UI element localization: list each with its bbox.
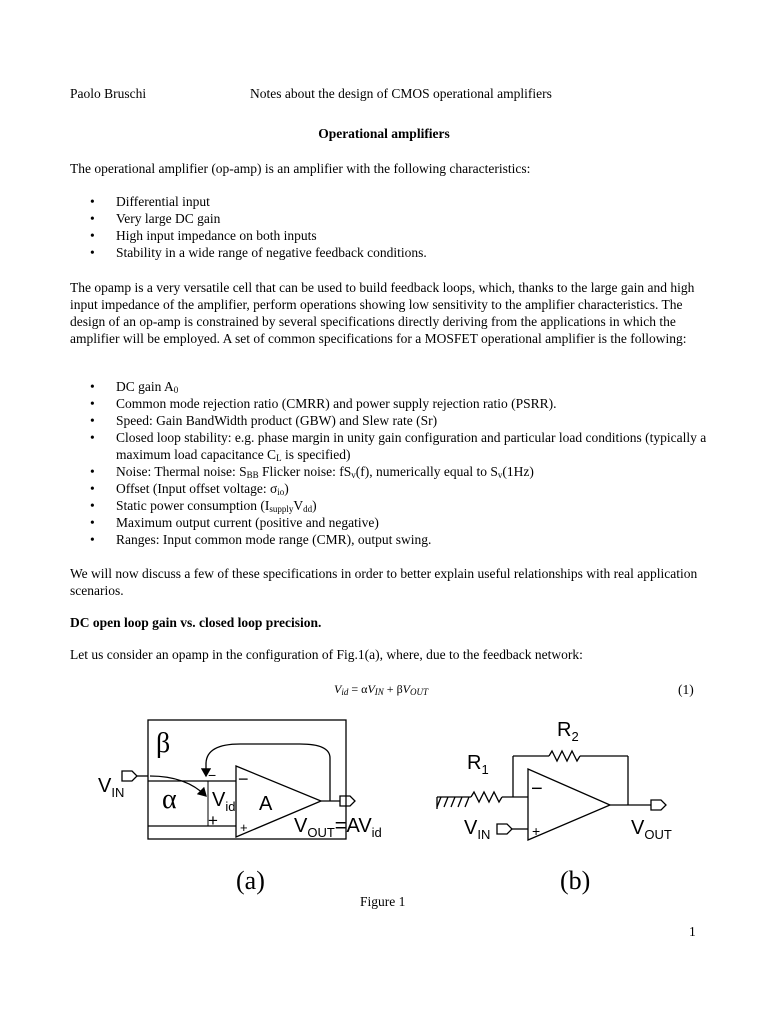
svg-text:+: + xyxy=(532,823,541,839)
equation-number: (1) xyxy=(678,682,694,697)
svg-text:VIN: $V_{IN}$ xyxy=(98,775,125,800)
list-item: • Stability in a wide range of negative feedback conditions. xyxy=(90,245,427,260)
section-title: Operational amplifiers xyxy=(318,126,450,141)
bullet-icon: • xyxy=(90,379,95,394)
bullet-icon: • xyxy=(90,245,95,260)
svg-text:+: + xyxy=(208,811,218,830)
bullet-icon: • xyxy=(90,211,95,226)
characteristics-list xyxy=(70,193,710,261)
intro-paragraph: The operational amplifier (op-amp) is an amplifier with the following characteristics: xyxy=(70,161,531,176)
spec-item-max-current: • Maximum output current (positive and negative) xyxy=(90,515,379,530)
spec-item-stability: • Closed loop stability: e.g. phase margin in unity gain configuration and particular load conditions (typically a maximum load capacitance $C_L$ is specified) xyxy=(90,430,707,463)
svg-text:VOUT: $V_{OUT}$ xyxy=(631,817,672,842)
body-paragraph: We will now discuss a few of these specifications in order to better explain useful relationships with real application scenarios. xyxy=(70,566,698,598)
bullet-icon: • xyxy=(90,481,95,496)
bullet-icon: • xyxy=(90,396,95,411)
spec-item-dc-gain: • DC gain $A_0$ xyxy=(90,379,179,395)
list-item: • Differential input xyxy=(90,194,210,209)
svg-text:A: A xyxy=(259,793,273,815)
bullet-icon: • xyxy=(90,228,95,243)
svg-text:R2: $R_2$ xyxy=(557,719,579,744)
vin-terminal-icon xyxy=(122,771,137,781)
bullet-icon: • xyxy=(90,430,95,445)
bullet-icon: • xyxy=(90,413,95,428)
bullet-icon: • xyxy=(90,515,95,530)
spec-item-cmrr: • Common mode rejection ratio (CMRR) and power supply rejection ratio (PSRR). xyxy=(90,396,557,411)
svg-text:β: β xyxy=(156,728,171,759)
svg-text:−: − xyxy=(238,769,249,789)
spec-item-noise: • Noise: Thermal noise: $S_{BB}$ Flicker noise: $fS_v(f)$, numerically equal to $S_v(1Hz)$ xyxy=(90,464,534,480)
list-item: • High input impedance on both inputs xyxy=(90,228,317,243)
r1-resistor xyxy=(471,792,502,802)
svg-text:−: − xyxy=(208,767,217,783)
svg-text:VOUT=AVid: $V_{OUT}=AV_{id}$ xyxy=(294,815,382,840)
figure-label-a: (a) xyxy=(236,866,265,895)
header-doc-title: Notes about the design of CMOS operational amplifiers xyxy=(250,86,552,101)
bullet-icon: • xyxy=(90,464,95,479)
equation-1: $V_{id} = \alpha V_{IN} + \beta V_{OUT}$ xyxy=(334,682,429,697)
subheading: DC open loop gain vs. closed loop precision. xyxy=(70,615,322,630)
body-paragraph: The opamp is a very versatile cell that can be used to build feedback loops, which, thanks to the large gain and high input impedance of the amplifier, perform operations showing low sensitivity to the amplifier characteristics. The design of an op-amp is constrained by several specifications directly deriving from the applications in which the amplifier will be employed. A set of common specifications for a MOSFET operational amplifier is the following: xyxy=(70,280,695,346)
list-item: • Very large DC gain xyxy=(90,211,221,226)
figure-caption: Figure 1 xyxy=(360,894,406,909)
vin-terminal-icon xyxy=(497,824,512,834)
bullet-icon: • xyxy=(90,532,95,547)
svg-text:VIN: $V_{IN}$ xyxy=(464,817,491,842)
bullet-icon: • xyxy=(90,194,95,209)
svg-text:+: + xyxy=(240,820,248,835)
svg-text:R1: $R_1$ xyxy=(467,752,489,777)
header-author: Paolo Bruschi xyxy=(70,86,147,101)
page-number: 1 xyxy=(689,924,696,939)
body-paragraph: Let us consider an opamp in the configuration of Fig.1(a), where, due to the feedback network: xyxy=(70,647,583,662)
figure-1-circuits xyxy=(0,700,768,865)
figure-label-b: (b) xyxy=(560,866,591,895)
svg-text:α: α xyxy=(162,784,177,815)
spec-item-power: • Static power consumption $(I_{supply}V_{dd})$ xyxy=(90,498,317,514)
svg-text:Vid: $V_{id}$ xyxy=(212,789,236,814)
spec-item-speed: • Speed: Gain BandWidth product (GBW) and Slew rate (Sr) xyxy=(90,413,438,428)
specifications-list xyxy=(70,378,710,548)
bullet-icon: • xyxy=(90,498,95,513)
r2-resistor xyxy=(549,751,580,761)
svg-text:−: − xyxy=(531,778,543,800)
spec-item-offset: • Offset (Input offset voltage: $\sigma_{io}$) xyxy=(90,481,289,497)
spec-item-ranges: • Ranges: Input common mode range (CMR), output swing. xyxy=(90,532,432,547)
vout-terminal-icon xyxy=(651,800,666,810)
